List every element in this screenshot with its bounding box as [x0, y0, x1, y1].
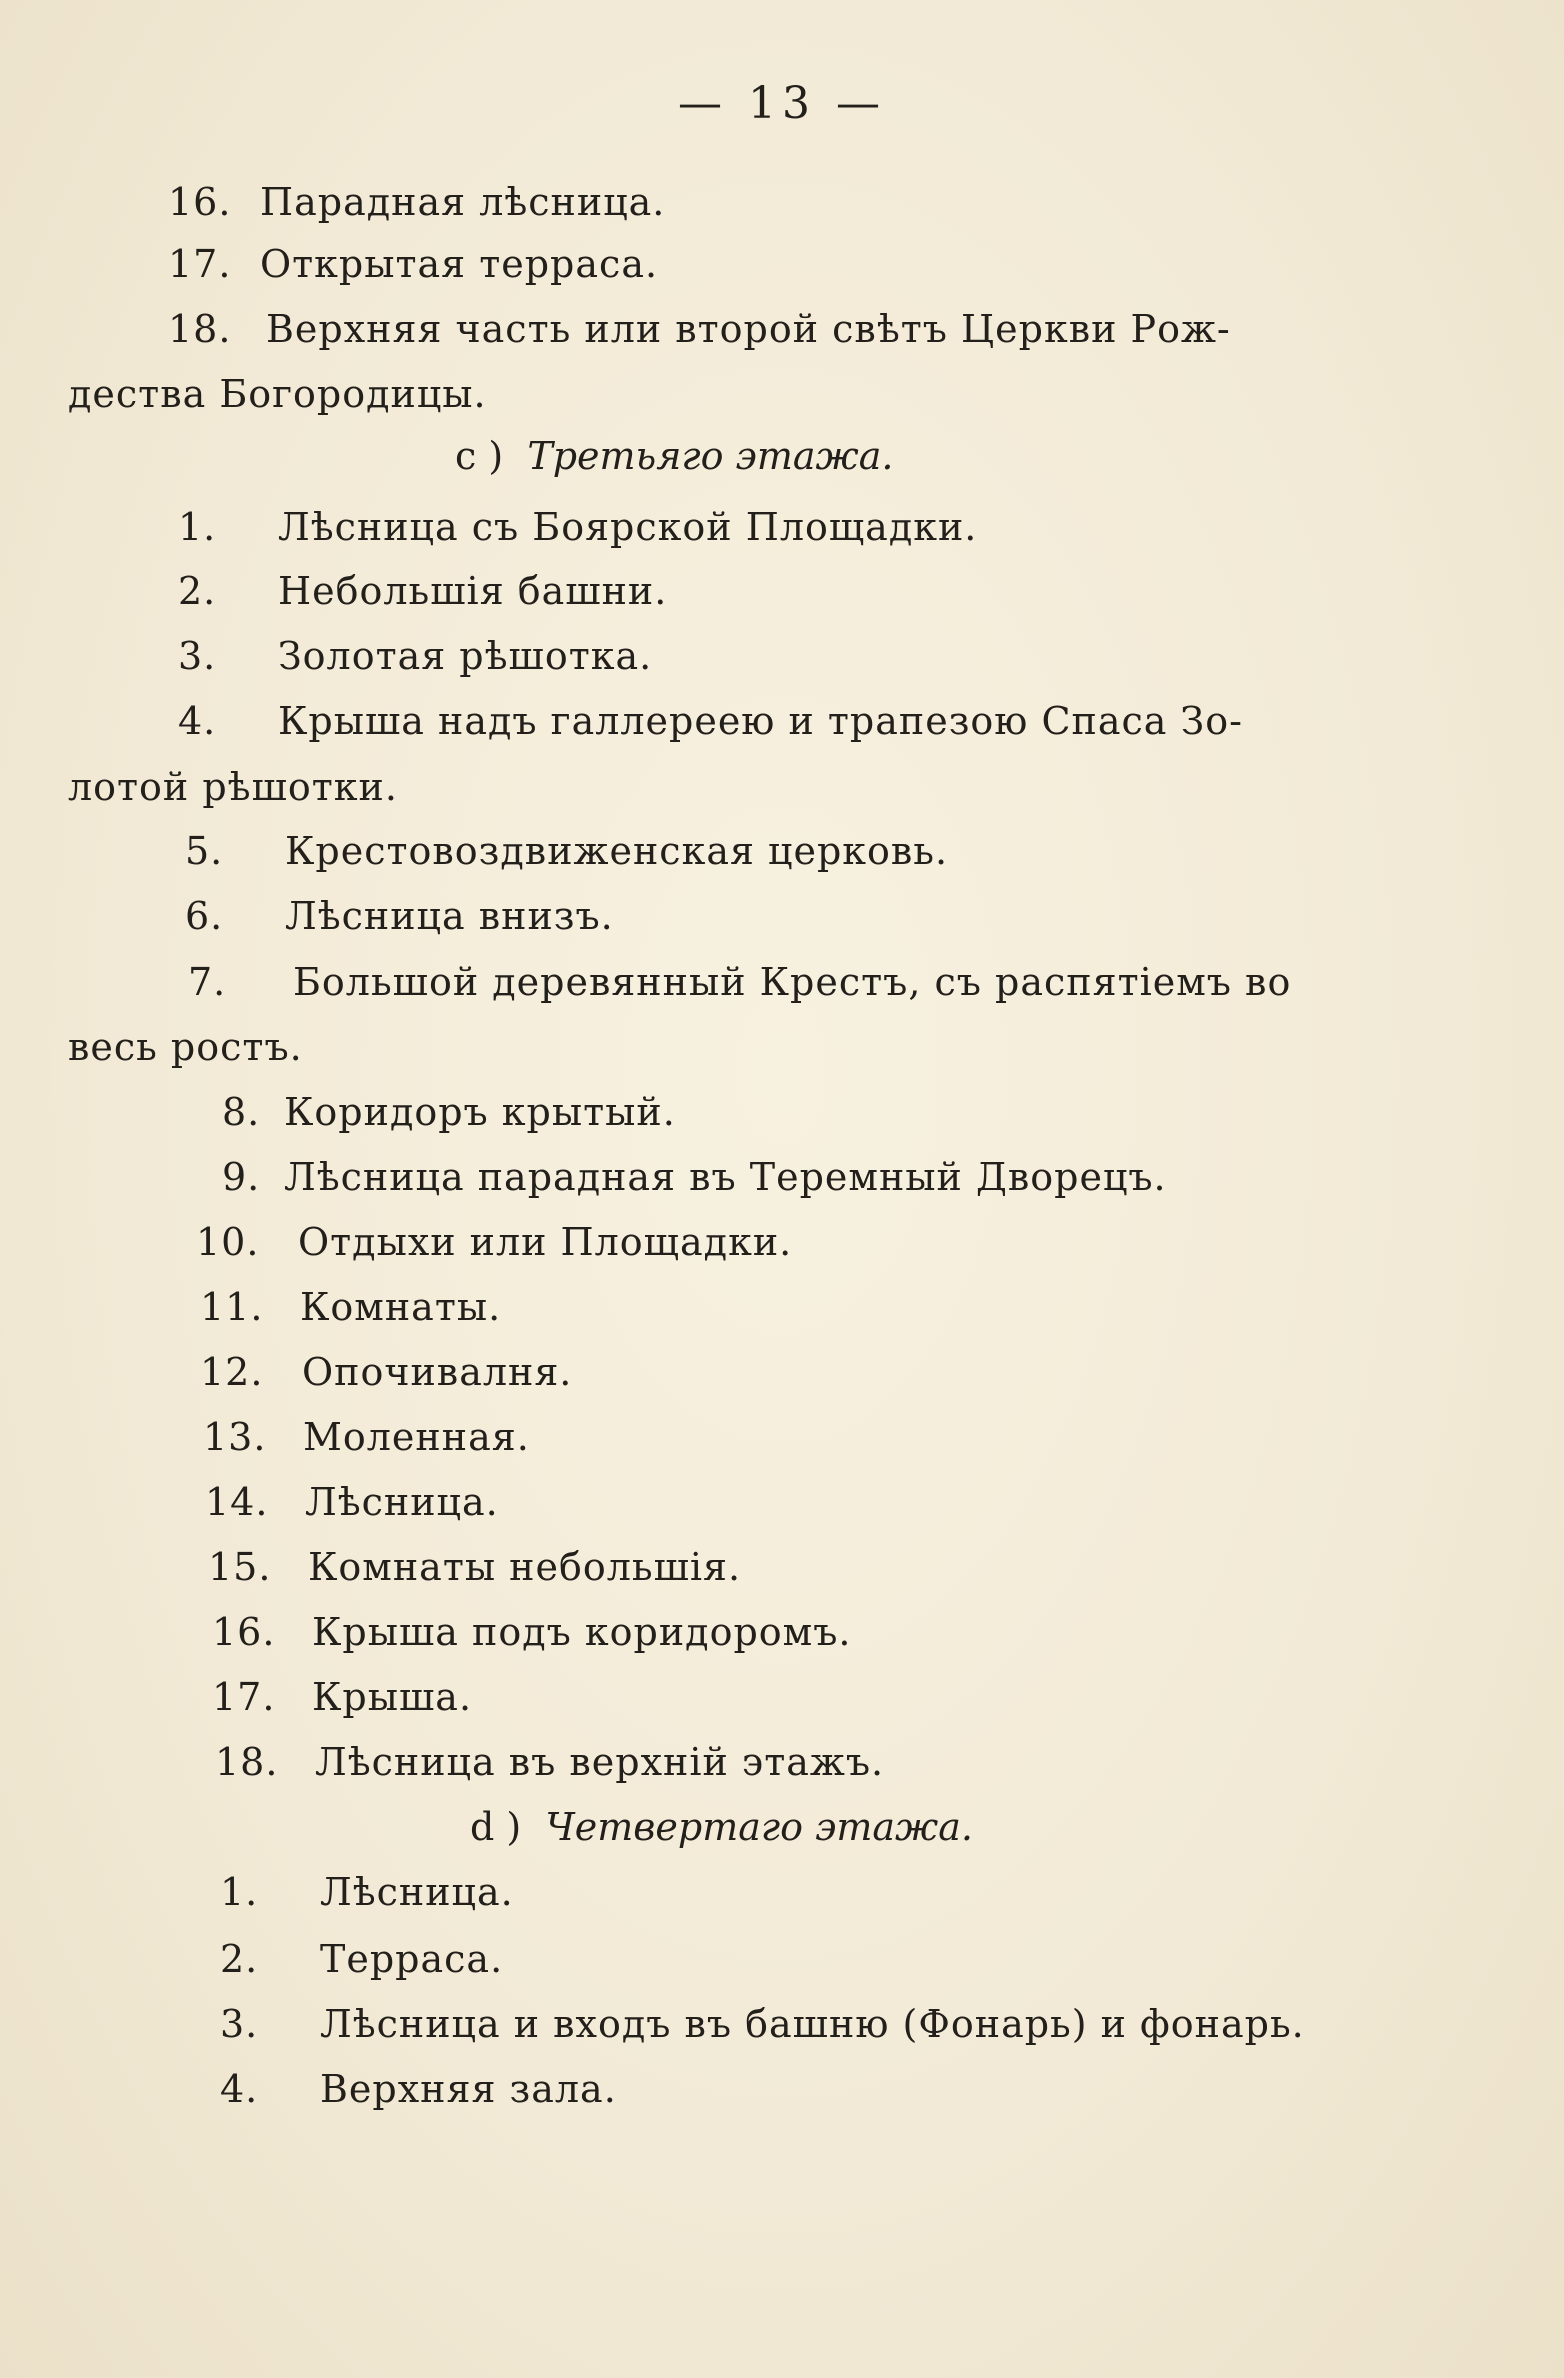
- list-item: 1. Лѣсница.: [220, 1870, 514, 1914]
- list-item: 17. Открытая терраса.: [168, 242, 659, 286]
- list-item: 9. Лѣсница парадная въ Теремный Дворецъ.: [222, 1155, 1167, 1199]
- list-item: 10. Отдыхи или Площадки.: [196, 1220, 793, 1264]
- list-item: 18. Лѣсница въ верхній этажъ.: [215, 1740, 885, 1784]
- list-item: 18. Верхняя часть или второй свѣтъ Церкви Рож-: [168, 307, 1231, 351]
- list-item: 4. Верхняя зала.: [220, 2067, 617, 2111]
- list-item: 3. Золотая рѣшотка.: [178, 634, 653, 678]
- list-item: 6. Лѣсница внизъ.: [185, 894, 614, 938]
- list-item-continuation: дества Богородицы.: [68, 372, 487, 416]
- list-item-continuation: весь ростъ.: [68, 1025, 303, 1069]
- list-item: 2. Терраса.: [220, 1937, 504, 1981]
- section-heading-d: d ) Четвертаго этажа.: [470, 1805, 973, 1849]
- list-item: 17. Крыша.: [212, 1675, 473, 1719]
- list-item: 13. Моленная.: [203, 1415, 530, 1459]
- list-item: 3. Лѣсница и входъ въ башню (Фонарь) и фонарь.: [220, 2002, 1305, 2046]
- list-item: 5. Крестовоздвиженская церковь.: [185, 829, 949, 873]
- page-number: — 13 —: [678, 78, 886, 129]
- section-heading-c: c ) Третьяго этажа.: [455, 434, 894, 478]
- list-item: 16. Крыша подъ коридоромъ.: [212, 1610, 852, 1654]
- list-item: 7. Большой деревянный Крестъ, съ распятіемъ во: [188, 960, 1292, 1004]
- list-item: 16. Парадная лѣсница.: [168, 180, 666, 224]
- list-item: 1. Лѣсница съ Боярской Площадки.: [178, 505, 978, 549]
- list-item: 2. Небольшія башни.: [178, 569, 668, 613]
- list-item: 15. Комнаты небольшія.: [208, 1545, 742, 1589]
- list-item-continuation: лотой рѣшотки.: [68, 765, 398, 809]
- list-item: 4. Крыша надъ галлереею и трапезою Спаса Зо-: [178, 699, 1243, 743]
- list-item: 14. Лѣсница.: [205, 1480, 499, 1524]
- list-item: 8. Коридоръ крытый.: [222, 1090, 676, 1134]
- list-item: 12. Опочивалня.: [200, 1350, 573, 1394]
- list-item: 11. Комнаты.: [200, 1285, 502, 1329]
